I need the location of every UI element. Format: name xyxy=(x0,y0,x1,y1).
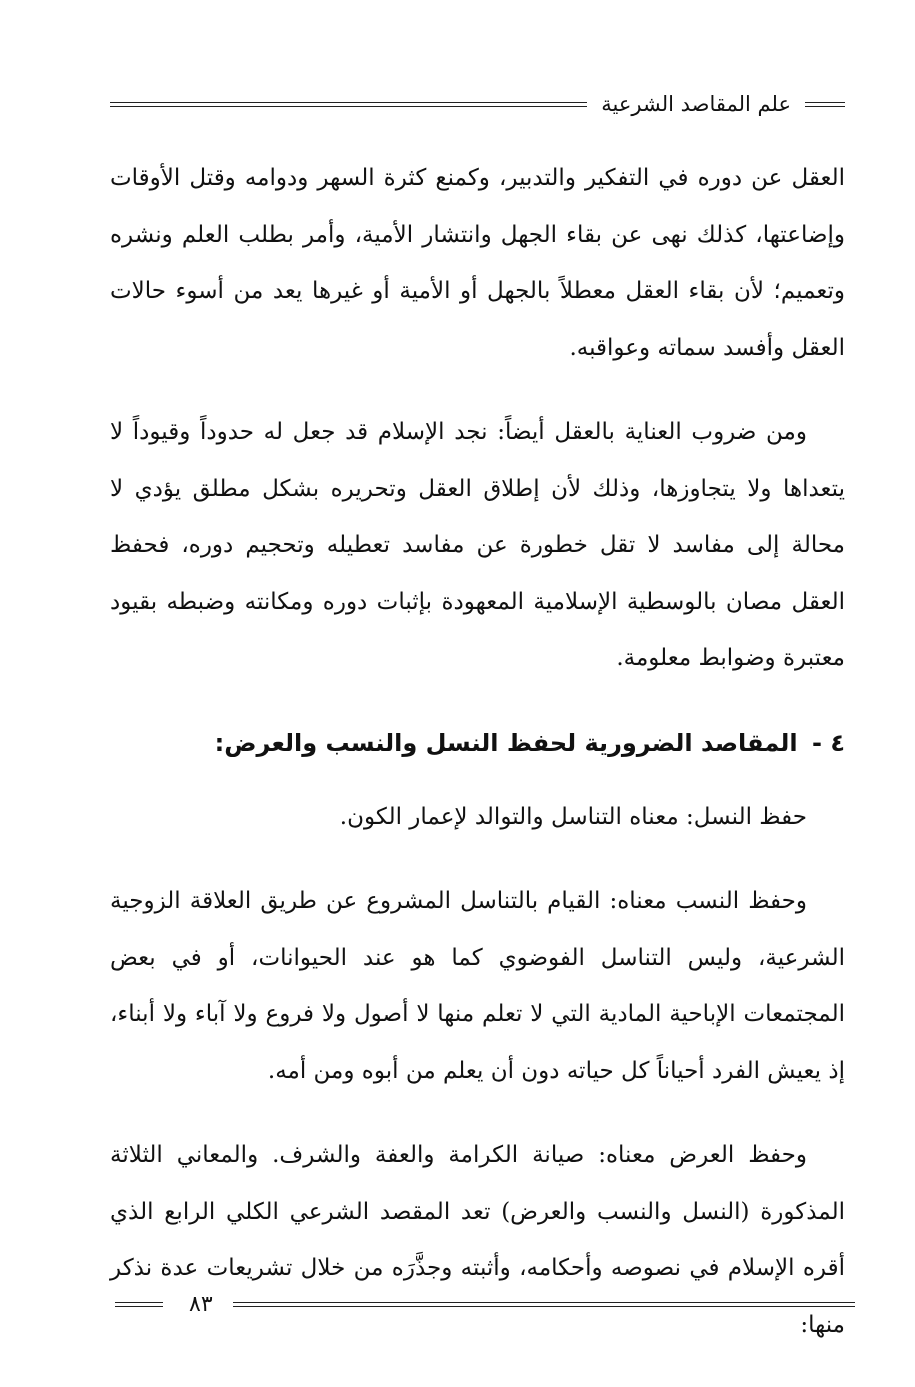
section-number: ٤ - xyxy=(812,728,845,757)
paragraph-lineage: وحفظ النسب معناه: القيام بالتناسل المشروع عن طريق العلاقة الزوجية الشرعية، وليس التناسل الفوضوي كما هو عند الحيوانات، أو في بعض المجتمعات الإباحية المادية التي لا تعلم منها لا أصول ولا فروع ولا آباء ولا أبناء، إذ يعيش الفرد أحياناً كل حياته دون أن يعلم من أبوه ومن أمه. xyxy=(110,888,845,1084)
running-header xyxy=(110,86,845,122)
section-heading xyxy=(110,715,845,771)
header-short-rule xyxy=(805,102,845,107)
paragraph-continuation: العقل عن دوره في التفكير والتدبير، وكمنع كثرة السهر ودوامه وقتل الأوقات وإضاعتها، كذلك نهى عن بقاء الجهل وانتشار الأمية، وأمر بطلب العلم ونشره وتعميم؛ لأن بقاء العقل معطلاً بالجهل أو الأمية أو غيرها يعد من أسوء حالات العقل وأفسد سماته وعواقبه. xyxy=(110,165,845,361)
header-long-rule xyxy=(110,102,587,107)
paragraph-honor: وحفظ العرض معناه: صيانة الكرامة والعفة والشرف. والمعاني الثلاثة المذكورة (النسل والنسب والعرض) تعد المقصد الشرعي الكلي الرابع الذي أقره الإسلام في نصوصه وأحكامه، وأثبته وجذَّرَه من خلال تشريعات عدة نذكر منها: xyxy=(110,1142,845,1338)
paragraph-mind-limits: ومن ضروب العناية بالعقل أيضاً: نجد الإسلام قد جعل له حدوداً وقيوداً لا يتعداها ولا يتجاوزها، وذلك لأن إطلاق العقل وتحريره بشكل مطلق يؤدي لا محالة إلى مفاسد لا تقل خطورة عن مفاسد تعطيله وتحجيم دوره، فحفظ العقل مصان بالوسطية الإسلامية المعهودة بإثبات دوره ومكانته وضبطه بقيود معتبرة وضوابط معلومة. xyxy=(110,419,845,671)
paragraph-offspring: حفظ النسل: معناه التناسل والتوالد لإعمار الكون. xyxy=(339,803,807,830)
footer-short-rule xyxy=(115,1302,163,1307)
page-footer xyxy=(115,1286,855,1322)
footer-long-rule xyxy=(233,1302,855,1307)
header-title: علم المقاصد الشرعية xyxy=(601,92,791,116)
section-title: المقاصد الضرورية لحفظ النسل والنسب والعرض: xyxy=(214,728,798,757)
page-body xyxy=(110,150,845,1381)
page-number: ٨٣ xyxy=(189,1291,213,1317)
